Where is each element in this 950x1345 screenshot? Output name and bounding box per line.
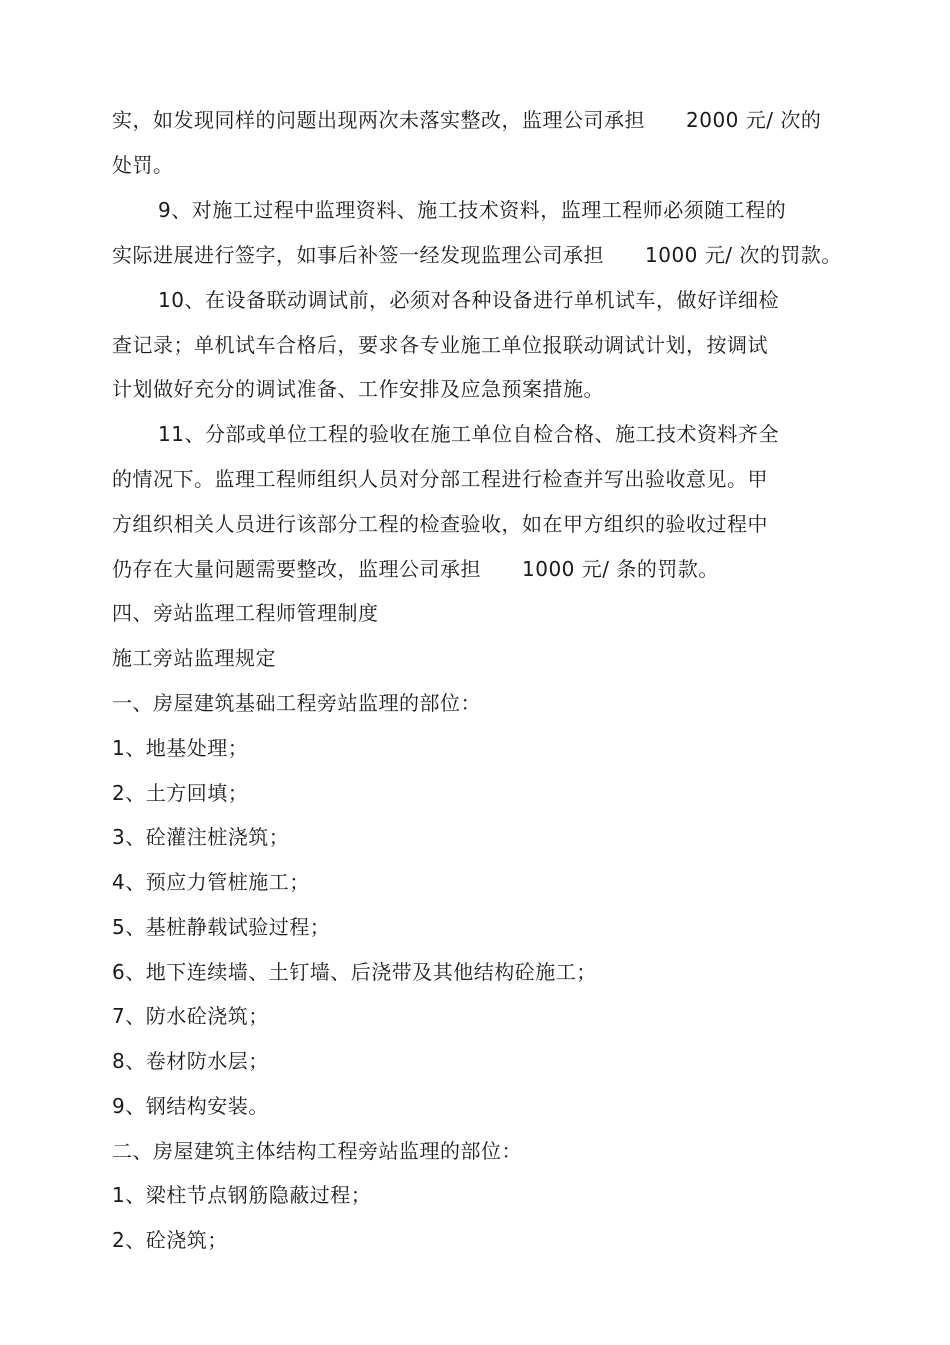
list-heading: 二、房屋建筑主体结构工程旁站监理的部位： [112,1139,522,1163]
subsection-heading: 施工旁站监理规定 [112,646,276,670]
paragraph-line: 仍存在大量问题需要整改，监理公司承担 1000 元/ 条的罚款。 [112,557,719,581]
list-item: 4、预应力管桩施工； [112,870,310,894]
paragraph-line: 计划做好充分的调试准备、工作安排及应急预案措施。 [112,377,604,401]
list-item: 2、砼浇筑； [112,1228,228,1252]
paragraph-line: 实际进展进行签字，如事后补签一经发现监理公司承担 1000 元/ 次的罚款。 [112,243,842,267]
list-item: 3、砼灌注桩浇筑； [112,825,290,849]
item-9-line: 9、对施工过程中监理资料、施工技术资料，监理工程师必须随工程的 [158,198,787,222]
section-heading: 四、旁站监理工程师管理制度 [112,601,379,625]
paragraph-line: 方组织相关人员进行该部分工程的检查验收，如在甲方组织的验收过程中 [112,512,768,536]
paragraph-line: 实，如发现同样的问题出现两次未落实整改，监理公司承担 2000 元/ 次的 [112,108,822,132]
list-item: 1、梁柱节点钢筋隐蔽过程； [112,1183,372,1207]
list-heading: 一、房屋建筑基础工程旁站监理的部位： [112,691,481,715]
list-item: 7、防水砼浇筑； [112,1004,269,1028]
item-10-line: 10、在设备联动调试前，必须对各种设备进行单机试车，做好详细检 [158,288,779,312]
list-item: 2、土方回填； [112,781,249,805]
paragraph-line: 的情况下。监理工程师组织人员对分部工程进行检查并写出验收意见。甲 [112,467,768,491]
paragraph-line: 处罚。 [112,153,174,177]
list-item: 6、地下连续墙、土钉墙、后浇带及其他结构砼施工； [112,960,597,984]
list-item: 5、基桩静载试验过程； [112,915,331,939]
list-item: 9、钢结构安装。 [112,1094,269,1118]
paragraph-line: 查记录；单机试车合格后，要求各专业施工单位报联动调试计划，按调试 [112,333,768,357]
list-item: 8、卷材防水层； [112,1049,269,1073]
list-item: 1、地基处理； [112,736,249,760]
item-11-line: 11、分部或单位工程的验收在施工单位自检合格、施工技术资料齐全 [158,422,779,446]
